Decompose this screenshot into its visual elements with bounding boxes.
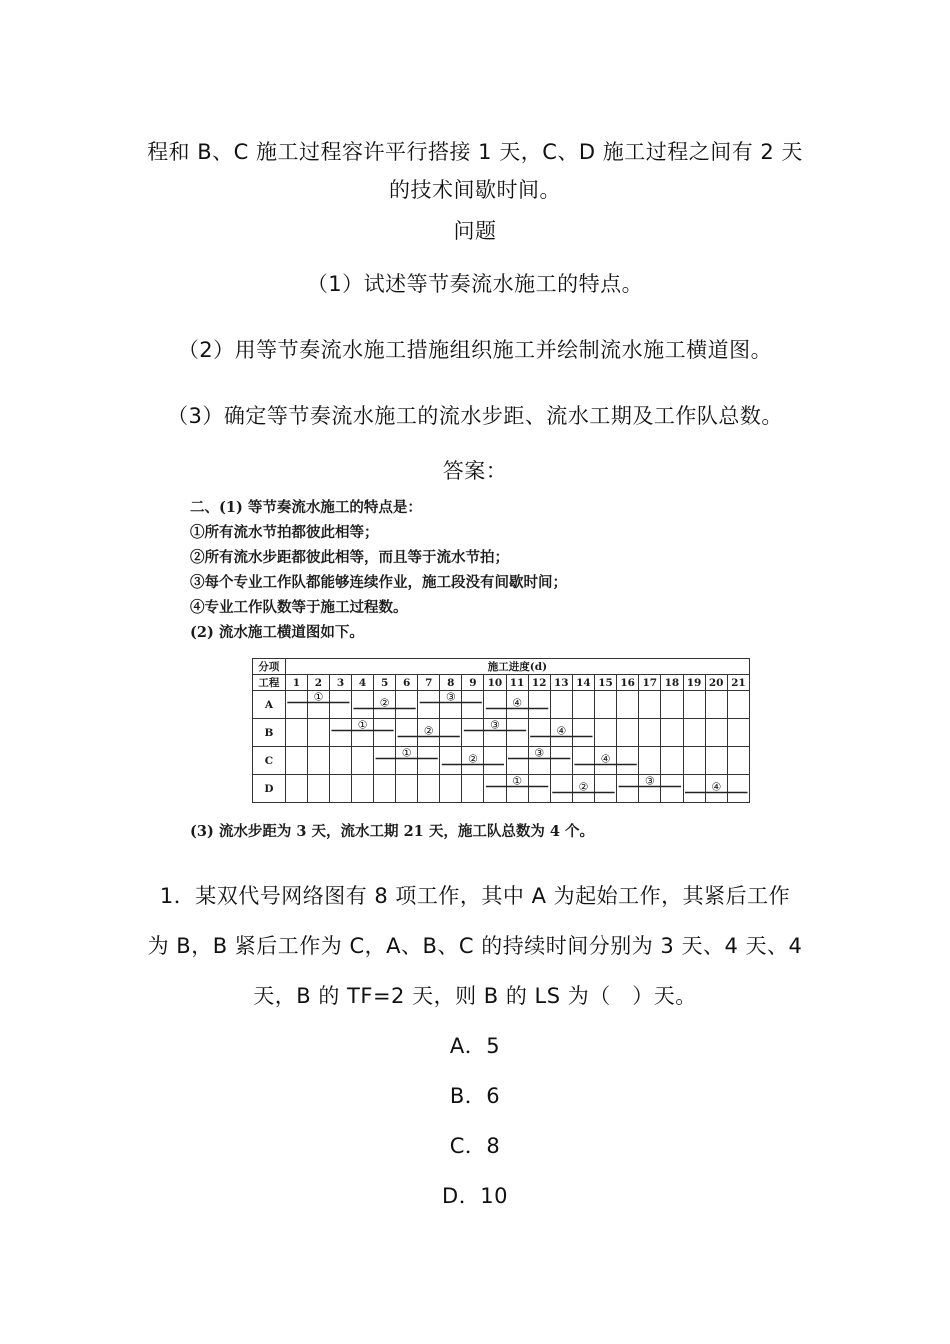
answer-heading: 答案：	[442, 459, 508, 483]
answer-line-1: 二、(1) 等节奏流水施工的特点是：	[190, 499, 422, 516]
option-d: D．10	[442, 1184, 508, 1208]
q1-line-1: 1．某双代号网络图有 8 项工作，其中 A 为起始工作，其紧后工作	[159, 884, 791, 908]
option-c: C．8	[449, 1134, 501, 1158]
bar-label: ④	[600, 752, 611, 766]
row-label: B	[253, 719, 286, 747]
answer-line-4: ③每个专业工作队都能够连续作业，施工段没有间歇时间；	[190, 574, 567, 591]
bar-label: ④	[556, 724, 567, 738]
row-label: D	[253, 775, 286, 803]
answer-line-3: ②所有流水步距都彼此相等，而且等于流水节拍；	[190, 549, 509, 566]
bar-label: ③	[490, 718, 500, 732]
row-label: A	[253, 691, 286, 719]
question-3: （3）确定等节奏流水施工的流水步距、流水工期及工作队总数。	[167, 404, 783, 428]
bar-label: ①	[313, 690, 324, 704]
option-a: A．5	[449, 1034, 501, 1058]
question-2: （2）用等节奏流水施工措施组织施工并绘制流水施工横道图。	[177, 338, 773, 362]
day-header: 8	[440, 675, 462, 691]
day-header: 21	[727, 675, 749, 691]
row-label: C	[253, 747, 286, 775]
bar-label: ③	[445, 690, 456, 704]
bar-label: ④	[711, 780, 722, 794]
bar-label: ③	[534, 746, 545, 760]
day-header: 2	[307, 675, 329, 691]
bar-label: ②	[379, 696, 390, 710]
schedule-bars	[190, 490, 750, 840]
corner-top-cell: 分项	[253, 659, 286, 675]
answer-conclusion: (3) 流水步距为 3 天，流水工期 21 天，施工队总数为 4 个。	[190, 823, 595, 840]
bar-label: ①	[401, 746, 412, 760]
day-header: 18	[661, 675, 683, 691]
q1-line-3: 天，B 的 TF=2 天，则 B 的 LS 为（ ）天。	[253, 984, 697, 1008]
answer-line-6: (2) 流水施工横道图如下。	[190, 624, 364, 641]
answer-scan	[190, 490, 750, 840]
corner-bottom-cell: 工程	[253, 675, 286, 691]
day-header: 1	[285, 675, 307, 691]
question-heading: 问题	[453, 219, 497, 243]
bar-label: ①	[512, 774, 522, 788]
day-header: 14	[572, 675, 594, 691]
day-header: 19	[683, 675, 705, 691]
day-header: 7	[418, 675, 440, 691]
question-1: （1）试述等节奏流水施工的特点。	[306, 272, 644, 296]
day-header: 4	[352, 675, 374, 691]
q1-line-2: 为 B，B 紧后工作为 C，A、B、C 的持续时间分别为 3 天、4 天、4	[147, 934, 803, 958]
answer-line-5: ④专业工作队数等于施工过程数。	[190, 599, 408, 616]
progress-header: 施工进度(d)	[285, 659, 749, 675]
answer-line-2: ①所有流水节拍都彼此相等；	[190, 524, 379, 541]
option-b: B．6	[449, 1084, 501, 1108]
day-header: 15	[595, 675, 617, 691]
day-header: 9	[462, 675, 484, 691]
day-header: 3	[329, 675, 351, 691]
bar-label: ④	[512, 696, 522, 710]
intro-line-1: 程和 B、C 施工过程容许平行搭接 1 天，C、D 施工过程之间有 2 天	[147, 140, 803, 164]
bar-label: ②	[423, 724, 434, 738]
bar-label: ③	[644, 774, 655, 788]
day-header: 16	[617, 675, 639, 691]
bar-label: ①	[357, 718, 368, 732]
day-header: 6	[396, 675, 418, 691]
day-header: 10	[484, 675, 506, 691]
day-header: 11	[506, 675, 528, 691]
day-header: 20	[705, 675, 727, 691]
day-header: 5	[374, 675, 396, 691]
day-header: 17	[639, 675, 661, 691]
intro-line-2: 的技术间歇时间。	[389, 178, 561, 202]
bar-label: ②	[578, 780, 589, 794]
bar-label: ②	[467, 752, 478, 766]
day-header: 13	[550, 675, 572, 691]
day-header: 12	[528, 675, 550, 691]
